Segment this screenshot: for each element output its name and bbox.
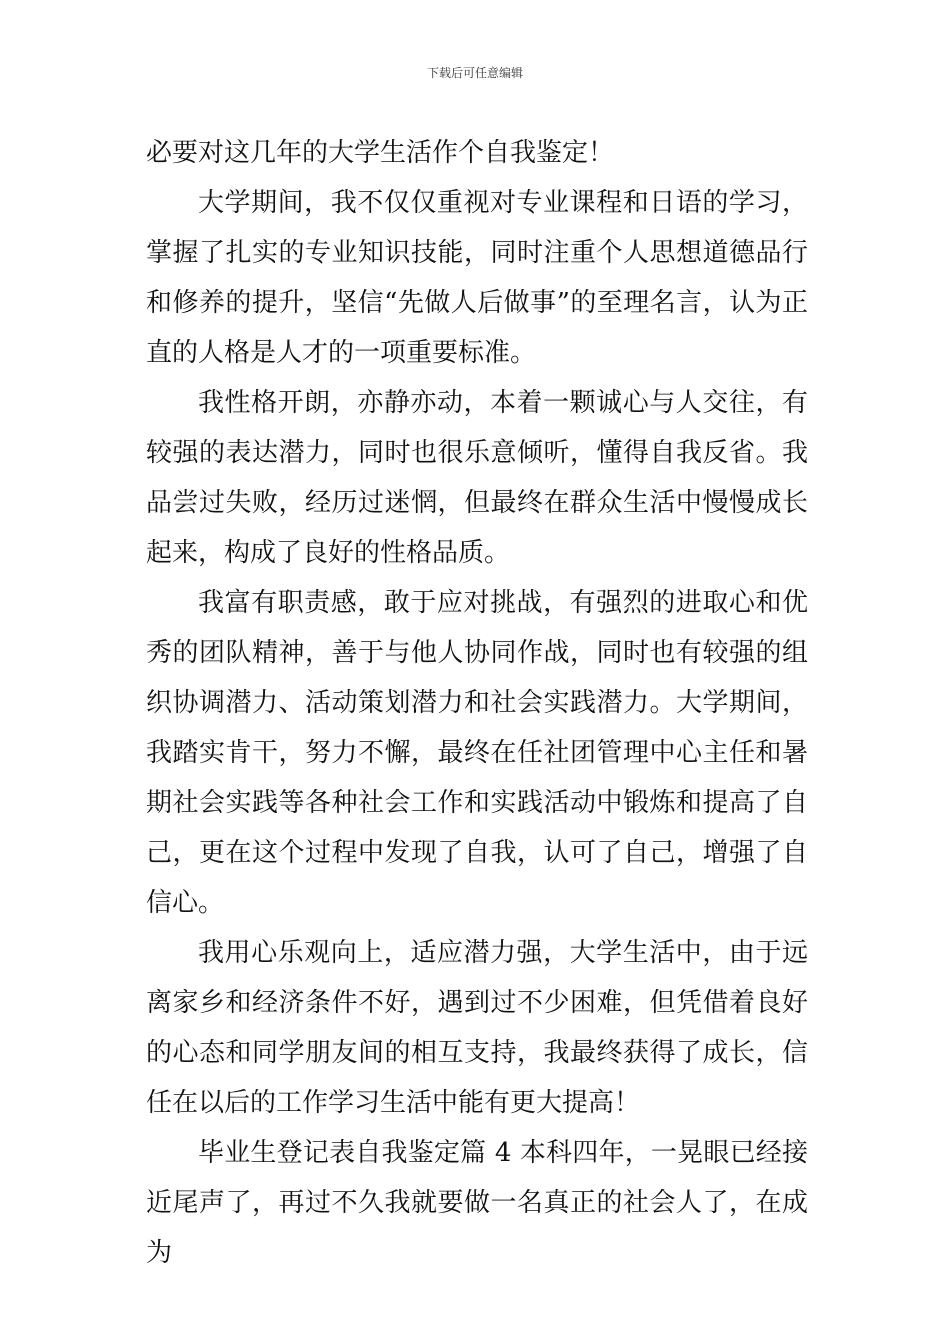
page-header: 下载后可任意编辑 <box>426 66 523 80</box>
paragraph-continued: 必要对这几年的大学生活作个自我鉴定！ <box>146 138 615 168</box>
paragraph: 我性格开朗，亦静亦动，本着一颗诚心与人交往，有较强的表达潜力，同时也很乐意倾听，懂得自我反省。我品尝过失败，经历过迷惘，但最终在群众生活中慢慢成长起来，构成了良好的性格品质。 <box>146 388 808 568</box>
paragraph: 毕业生登记表自我鉴定篇 4 本科四年，一晃眼已经接近尾声了，再过不久我就要做一名真正的社会人了，在成为 <box>146 1138 808 1268</box>
paragraph: 我富有职责感，敢于应对挑战，有强烈的进取心和优秀的团队精神，善于与他人协同作战，同时也有较强的组织协调潜力、活动策划潜力和社会实践潜力。大学期间，我踏实肯干，努力不懈，最终在任社团管理中心主任和暑期社会实践等各种社会工作和实践活动中锻炼和提高了自己，更在这个过程中发现了自我，认可了自己，增强了自信心。 <box>146 588 808 918</box>
paragraph: 我用心乐观向上，适应潜力强，大学生活中，由于远离家乡和经济条件不好，遇到过不少困难，但凭借着良好的心态和同学朋友间的相互支持，我最终获得了成长，信任在以后的工作学习生活中能有更大提高！ <box>146 938 808 1118</box>
document-body <box>146 128 808 1278</box>
paragraph: 大学期间，我不仅仅重视对专业课程和日语的学习，掌握了扎实的专业知识技能，同时注重个人思想道德品行和修养的提升，坚信“先做人后做事”的至理名言，认为正直的人格是人才的一项重要标准。 <box>146 188 808 368</box>
